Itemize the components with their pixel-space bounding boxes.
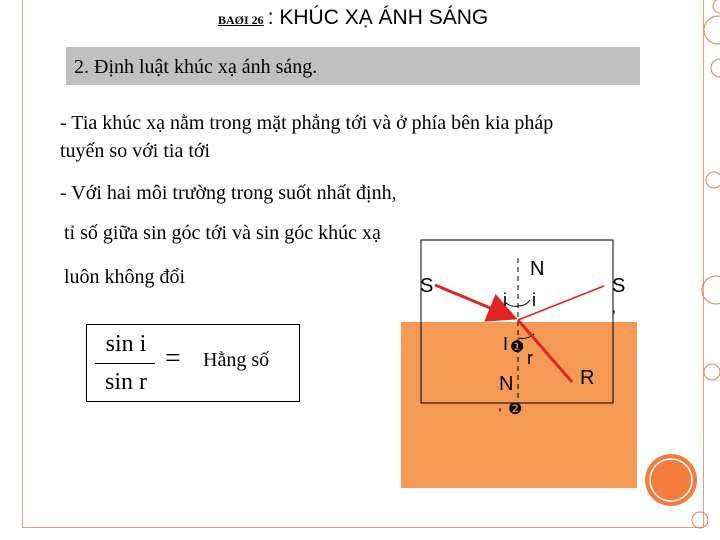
label-i-point: I <box>503 334 509 354</box>
reflection-angle-arc <box>518 300 530 306</box>
label-s-prime-mark: , <box>612 299 616 315</box>
formula-constant: Hằng số <box>203 349 270 371</box>
label-n: N <box>530 258 545 280</box>
lesson-number: BAØI 26 <box>218 13 264 27</box>
section-heading: 2. Định luật khúc xạ ánh sáng. <box>66 47 640 85</box>
law-line-2: tuyến so với tia tới <box>60 140 211 162</box>
label-s-prime: S <box>612 275 626 297</box>
label-i-left: i <box>503 290 507 310</box>
law-line-1: - Tia khúc xạ nằm trong mặt phẳng tới và ở phía bên kia pháp <box>60 112 554 134</box>
label-r: r <box>527 348 533 368</box>
formula-denominator: sin r <box>105 369 147 395</box>
reflected-ray <box>518 286 604 320</box>
law-line-5: luôn không đổi <box>64 266 186 288</box>
label-n-prime-mark: , <box>498 397 502 413</box>
law-line-3: - Với hai môi trường trong suốt nhất định, <box>60 182 397 204</box>
incident-ray <box>435 285 512 317</box>
label-s: S <box>420 275 434 297</box>
label-i-right: i <box>532 290 536 310</box>
label-n-prime: N <box>499 373 514 395</box>
formula-numerator: sin i <box>105 331 147 357</box>
equals-sign: = <box>165 343 181 374</box>
label-r-ray: R <box>580 367 595 389</box>
lesson-title: : KHÚC XẠ ÁNH SÁNG <box>267 6 489 29</box>
decorative-circles <box>645 0 720 528</box>
label-medium-2-marker: ❷ <box>508 401 523 418</box>
law-line-4: tỉ số giữa sin góc tới và sin góc khúc xạ <box>64 222 381 244</box>
label-medium-1-marker: ❶ <box>510 339 525 356</box>
